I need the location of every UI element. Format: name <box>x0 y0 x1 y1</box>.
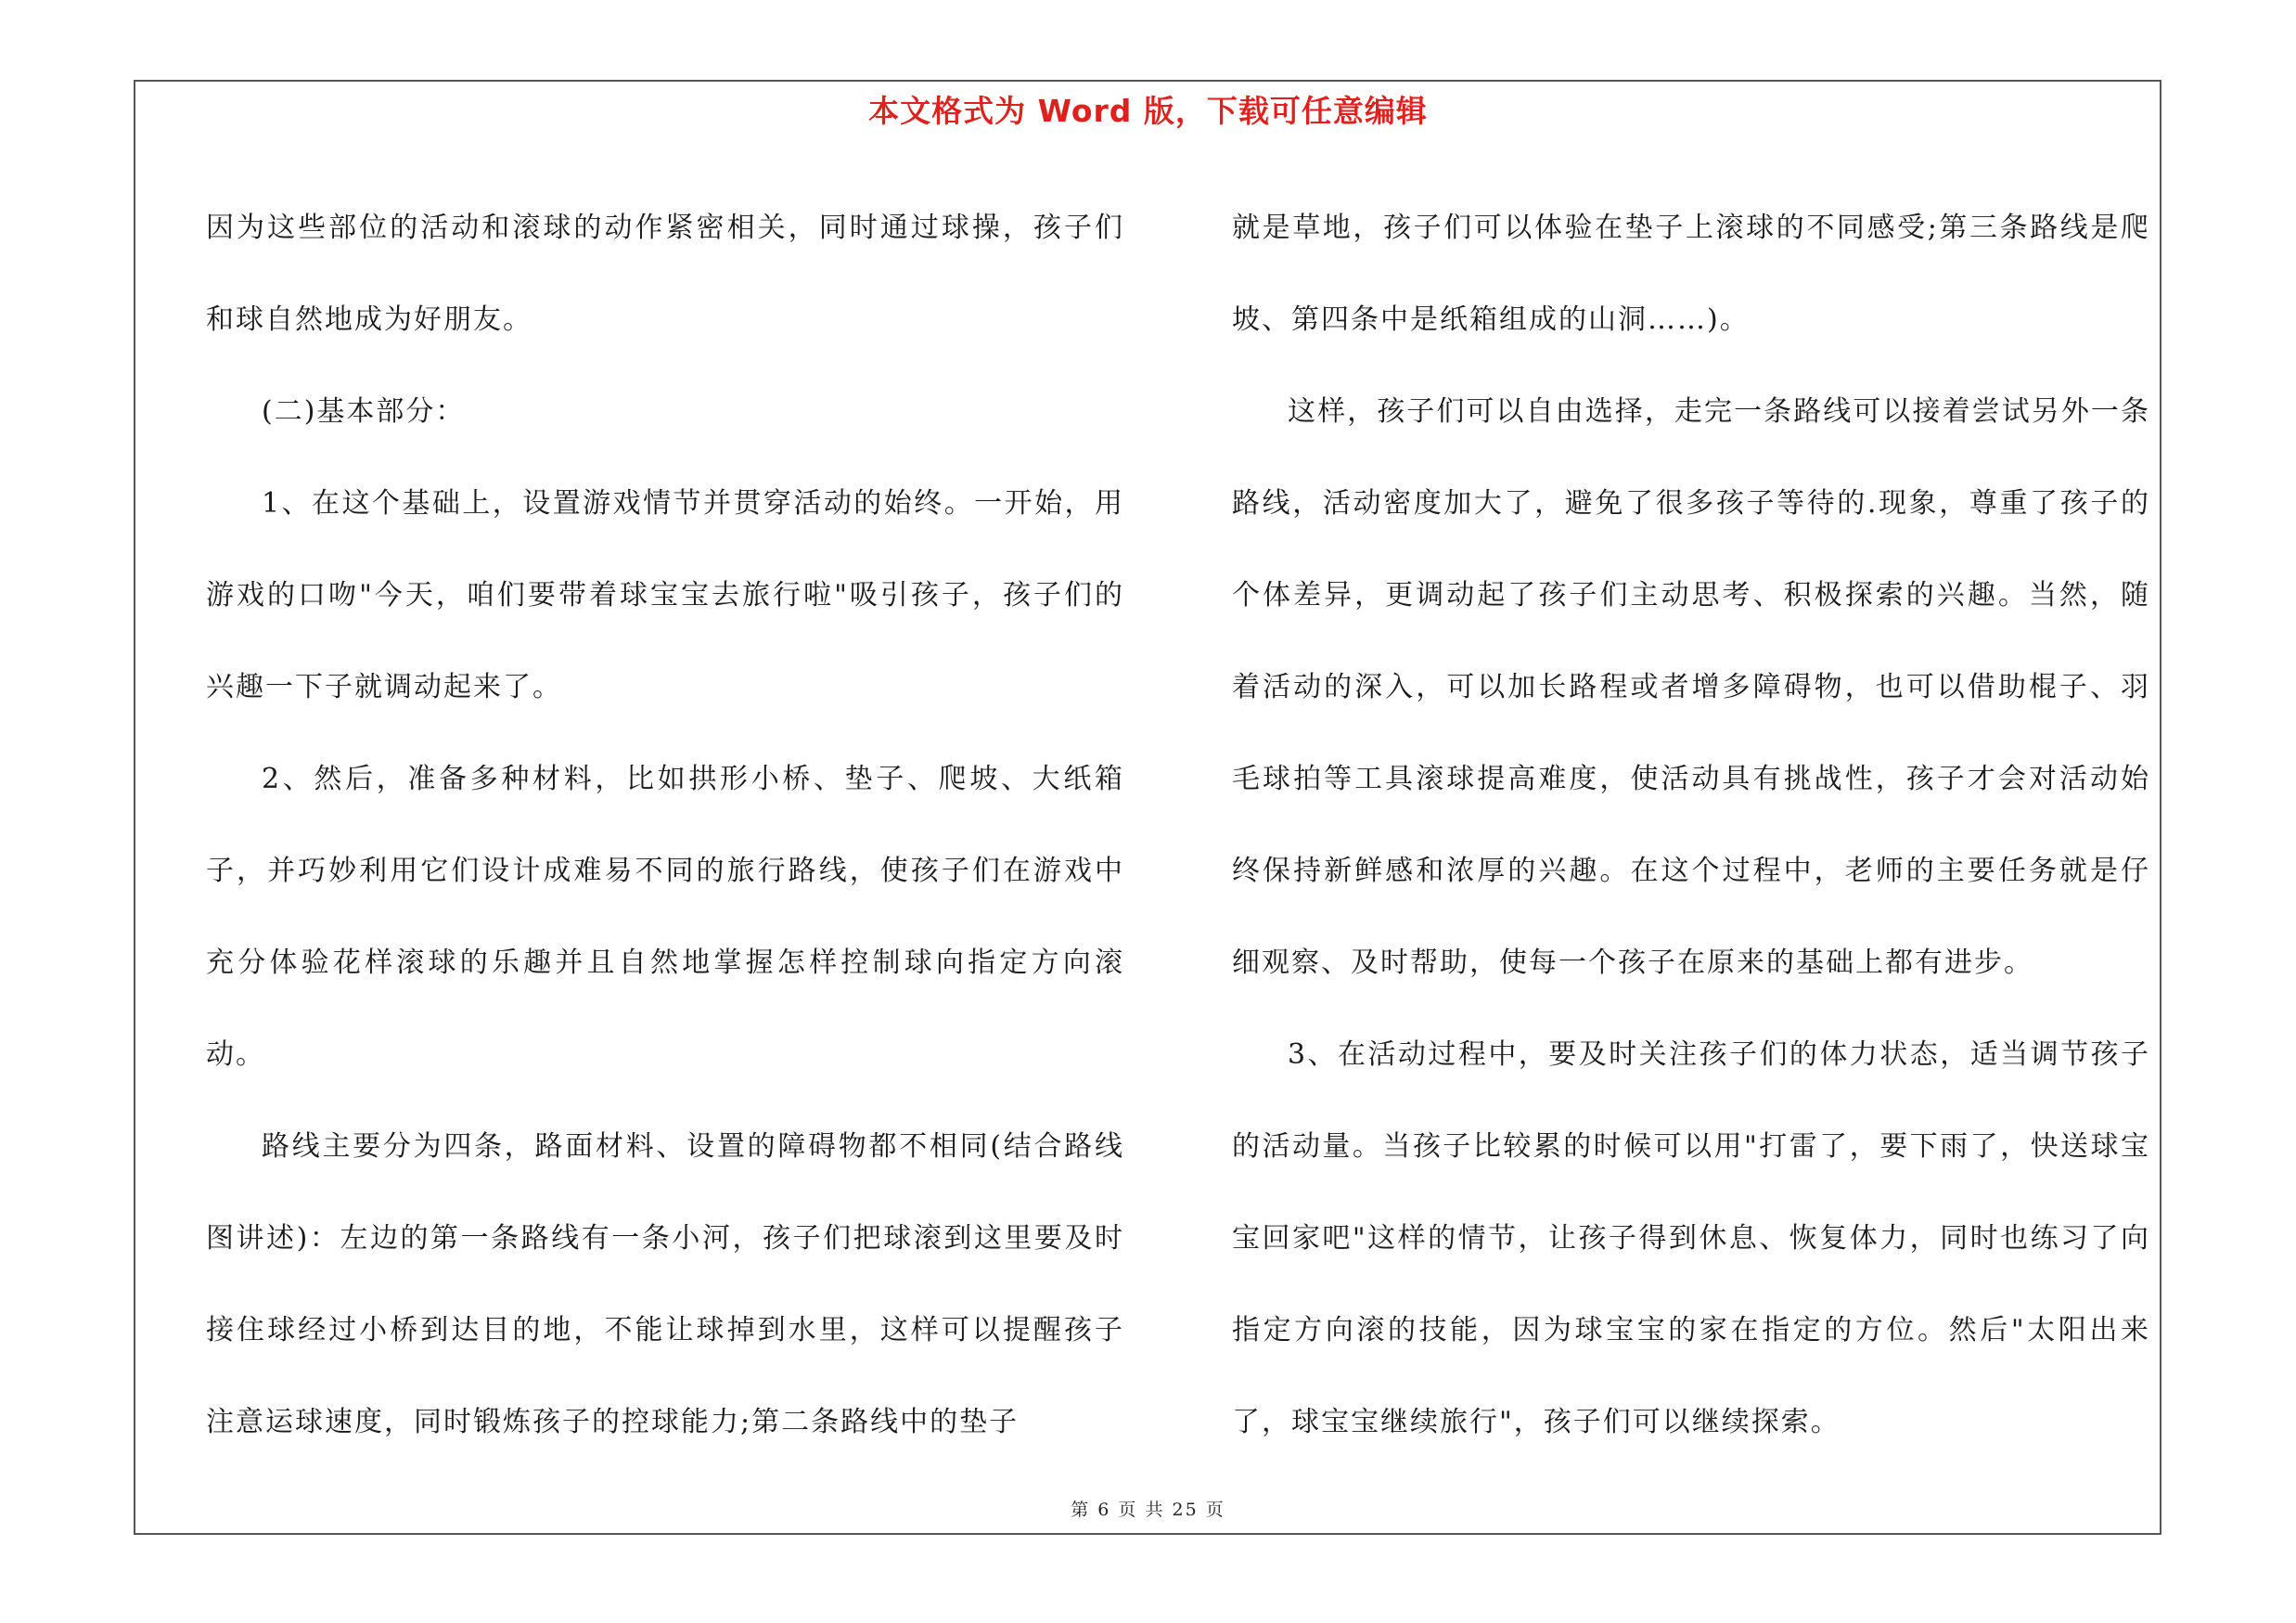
paragraph-routes-continued: 就是草地，孩子们可以体验在垫子上滚球的不同感受;第三条路线是爬坡、第四条中是纸箱组成的山洞……)。 <box>1232 212 2150 336</box>
editable-notice-header: 本文格式为 Word 版，下载可任意编辑 <box>868 93 1428 129</box>
section-heading-basic-part: (二)基本部分： <box>262 395 466 428</box>
footer-suffix: 页 <box>1205 1500 1225 1520</box>
paragraph-routes: 路线主要分为四条，路面材料、设置的障碍物都不相同(结合路线图讲述)：左边的第一条路线有一条小河，孩子们把球滚到这里要及时接住球经过小桥到达目的地，不能让球掉到水里，这样可以提醒孩子注意运球速度，同时锻炼孩子的控球能力;第二条路线中的垫子 <box>206 1130 1125 1438</box>
footer-prefix: 第 <box>1071 1500 1091 1520</box>
paragraph-step-3: 3、在活动过程中，要及时关注孩子们的体力状态，适当调节孩子的活动量。当孩子比较累的时候可以用"打雷了，要下雨了，快送球宝宝回家吧"这样的情节，让孩子得到休息、恢复体力，同时也练习了向指定方向滚的技能，因为球宝宝的家在指定的方位。然后"太阳出来了，球宝宝继续旅行"，孩子们可以继续探索。 <box>1232 1038 2150 1438</box>
paragraph-free-choice: 这样，孩子们可以自由选择，走完一条路线可以接着尝试另外一条路线，活动密度加大了，避免了很多孩子等待的.现象，尊重了孩子的个体差异，更调动起了孩子们主动思考、积极探索的兴趣。当然，随着活动的深入，可以加长路程或者增多障碍物，也可以借助棍子、羽毛球拍等工具滚球提高难度，使活动具有挑战性，孩子才会对活动始终保持新鲜感和浓厚的兴趣。在这个过程中，老师的主要任务就是仔细观察、及时帮助，使每一个孩子在原来的基础上都有进步。 <box>1232 395 2150 979</box>
paragraph-continuation: 因为这些部位的活动和滚球的动作紧密相关，同时通过球操，孩子们和球自然地成为好朋友。 <box>206 212 1124 336</box>
page-number-footer <box>0 1496 2296 1521</box>
current-page-number: 6 <box>1097 1500 1111 1520</box>
right-text-column <box>1232 182 2150 1468</box>
paragraph-step-1: 1、在这个基础上，设置游戏情节并贯穿活动的始终。一开始，用游戏的口吻"今天，咱们要带着球宝宝去旅行啦"吸引孩子，孩子们的兴趣一下子就调动起来了。 <box>206 487 1124 703</box>
footer-middle: 页 共 <box>1118 1500 1165 1520</box>
paragraph-step-2: 2、然后，准备多种材料，比如拱形小桥、垫子、爬坡、大纸箱子，并巧妙利用它们设计成难易不同的旅行路线，使孩子们在游戏中充分体验花样滚球的乐趣并且自然地掌握怎样控制球向指定方向滚动。 <box>206 763 1124 1071</box>
left-text-column <box>206 182 1124 1468</box>
total-page-count: 25 <box>1172 1500 1199 1520</box>
